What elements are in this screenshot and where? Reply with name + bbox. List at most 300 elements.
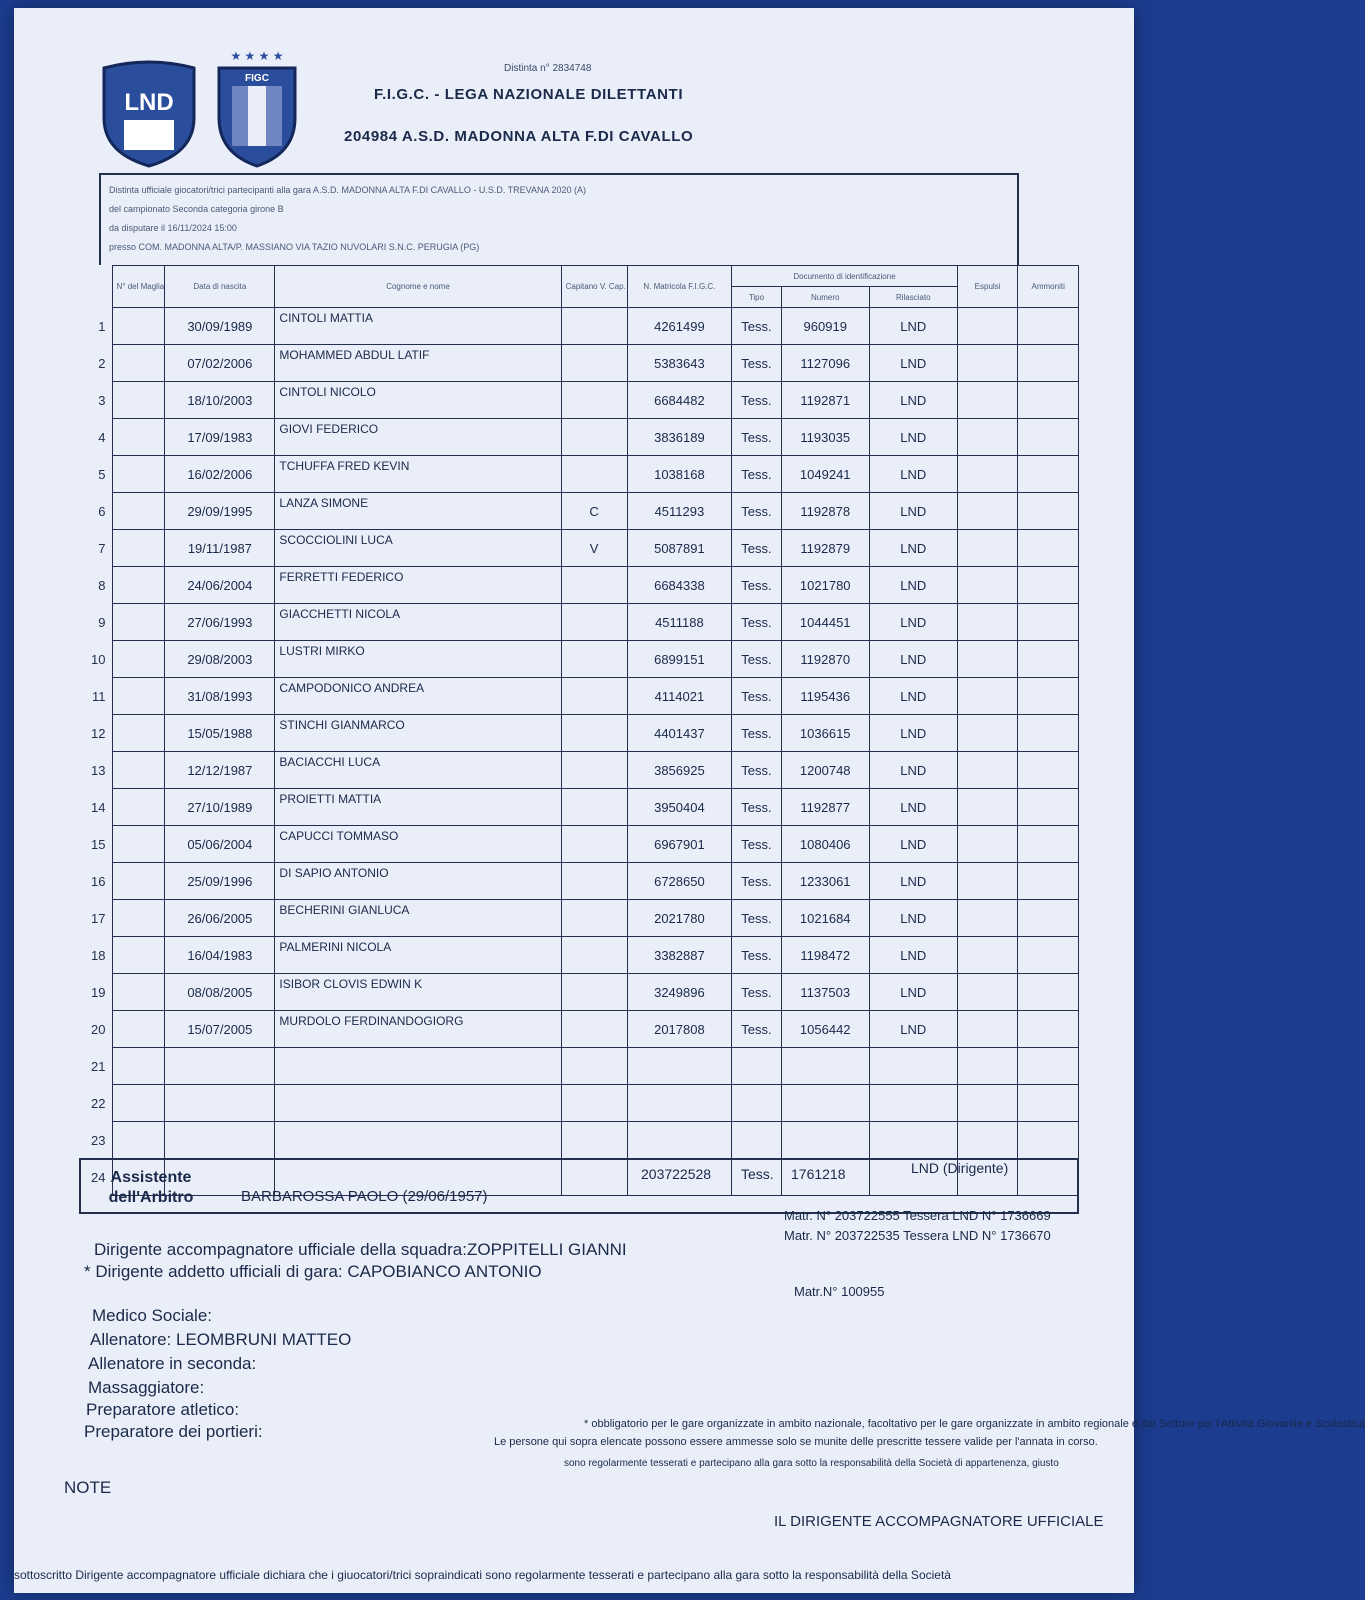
player-name-cell: PROIETTI MATTIA <box>275 789 561 826</box>
matricola-cell: 2017808 <box>627 1011 732 1048</box>
issuer-cell: LND <box>869 863 957 900</box>
issuer-cell: LND <box>869 900 957 937</box>
note-line: * obbligatorio per le gare organizzate in ambito nazionale, facoltativo per le gare organizzate in ambito regionale e dal Settore per l'Attività Giovanile e Scolastica <box>584 1418 1365 1430</box>
maglia-cell <box>112 382 165 419</box>
captain-cell <box>561 937 627 974</box>
player-name-cell <box>275 1122 561 1159</box>
player-name-cell: STINCHI GIANMARCO <box>275 715 561 752</box>
expelled-cell <box>957 1085 1018 1122</box>
issuer-cell: LND <box>869 308 957 345</box>
issuer-cell: LND <box>869 937 957 974</box>
doc-type-cell: Tess. <box>732 789 782 826</box>
issuer-cell: LND <box>869 604 957 641</box>
doc-type-cell: Tess. <box>732 382 782 419</box>
player-name-cell: ISIBOR CLOVIS EDWIN K <box>275 974 561 1011</box>
birthdate-cell: 30/09/1989 <box>165 308 275 345</box>
doc-number-cell: 960919 <box>781 308 869 345</box>
maglia-cell <box>112 937 165 974</box>
num-cell: 17 <box>91 910 106 926</box>
issuer-cell: LND <box>869 974 957 1011</box>
expelled-cell <box>957 715 1018 752</box>
matricola-note: Matr. N° 203722535 Tessera LND N° 1736670 <box>784 1228 1051 1243</box>
match-info-box <box>99 173 1019 265</box>
warned-cell <box>1018 715 1079 752</box>
warned-cell <box>1018 456 1079 493</box>
official-preparatore-portieri: Preparatore dei portieri: <box>84 1422 263 1441</box>
doc-type-cell: Tess. <box>732 419 782 456</box>
num-cell: 6 <box>98 503 106 519</box>
doc-number-cell: 1198472 <box>781 937 869 974</box>
player-name-cell <box>275 1085 561 1122</box>
match-info-line: Distinta ufficiale giocatori/trici partecipanti alla gara A.S.D. MADONNA ALTA F.DI CAVALLO - U.S.D. TREVANA 2020 (A) <box>109 185 587 195</box>
doc-type-cell: Tess. <box>732 345 782 382</box>
document-number: Distinta n° 2834748 <box>504 63 592 74</box>
captain-cell <box>561 419 627 456</box>
official-dirigente-gara: * Dirigente addetto ufficiali di gara: CAPOBIANCO ANTONIO <box>84 1262 542 1281</box>
match-info-line: da disputare il 16/11/2024 15:00 <box>109 223 237 233</box>
issuer-cell: LND <box>869 345 957 382</box>
table-row <box>79 456 1079 493</box>
expelled-cell <box>957 826 1018 863</box>
assistant-matricola: 203722528 <box>641 1166 712 1182</box>
expelled-cell <box>957 419 1018 456</box>
birthdate-cell: 26/06/2005 <box>165 900 275 937</box>
doc-type-cell: Tess. <box>732 308 782 345</box>
captain-cell <box>561 641 627 678</box>
table-row <box>79 604 1079 641</box>
captain-cell <box>561 900 627 937</box>
doc-type-cell: Tess. <box>732 863 782 900</box>
team-sheet <box>14 8 1365 1593</box>
header-documento: Documento di identificazione <box>732 266 958 287</box>
table-row <box>79 974 1079 1011</box>
maglia-cell <box>112 493 165 530</box>
doc-number-cell: 1036615 <box>781 715 869 752</box>
header-nome: Cognome e nome <box>275 266 561 308</box>
issuer-cell: LND <box>869 456 957 493</box>
birthdate-cell: 15/05/1988 <box>165 715 275 752</box>
birthdate-cell: 07/02/2006 <box>165 345 275 382</box>
num-cell: 8 <box>98 577 106 593</box>
player-name-cell: CINTOLI MATTIA <box>275 308 561 345</box>
doc-number-cell: 1192870 <box>781 641 869 678</box>
table-row <box>79 1048 1079 1085</box>
player-name-cell: FERRETTI FEDERICO <box>275 567 561 604</box>
lnd-shield-logo <box>99 58 199 168</box>
matricola-note: Matr.N° 100955 <box>794 1284 885 1299</box>
birthdate-cell: 18/10/2003 <box>165 382 275 419</box>
doc-number-cell: 1021780 <box>781 567 869 604</box>
header-maglia: N° del Maglia <box>112 266 165 308</box>
matricola-cell: 4261499 <box>627 308 732 345</box>
match-info-line: del campionato Seconda categoria girone B <box>109 204 284 214</box>
expelled-cell <box>957 308 1018 345</box>
captain-cell <box>561 974 627 1011</box>
expelled-cell <box>957 752 1018 789</box>
num-cell: 10 <box>91 651 106 667</box>
player-name-cell: CAMPODONICO ANDREA <box>275 678 561 715</box>
expelled-cell <box>957 604 1018 641</box>
official-dirigente-squadra: Dirigente accompagnatore ufficiale della squadra:ZOPPITELLI GIANNI <box>94 1240 627 1259</box>
issuer-cell: LND <box>869 641 957 678</box>
player-name-cell: LANZA SIMONE <box>275 493 561 530</box>
player-name-cell <box>275 1048 561 1085</box>
birthdate-cell: 17/09/1983 <box>165 419 275 456</box>
official-preparatore: Preparatore atletico: <box>86 1400 240 1419</box>
table-header-row <box>79 266 1079 287</box>
matricola-cell: 3249896 <box>627 974 732 1011</box>
expelled-cell <box>957 530 1018 567</box>
captain-cell <box>561 604 627 641</box>
doc-type-cell: Tess. <box>732 678 782 715</box>
birthdate-cell <box>165 1048 275 1085</box>
table-row <box>79 678 1079 715</box>
svg-text:★ ★ ★ ★: ★ ★ ★ ★ <box>230 49 284 63</box>
table-row <box>79 789 1079 826</box>
expelled-cell <box>957 456 1018 493</box>
doc-number-cell: 1056442 <box>781 1011 869 1048</box>
assistant-name: BARBAROSSA PAOLO (29/06/1957) <box>241 1188 488 1205</box>
header-ammoniti: Ammoniti <box>1018 266 1079 308</box>
notes-label: NOTE <box>64 1478 112 1497</box>
expelled-cell <box>957 345 1018 382</box>
doc-type-cell: Tess. <box>732 937 782 974</box>
warned-cell <box>1018 937 1079 974</box>
warned-cell <box>1018 789 1079 826</box>
birthdate-cell: 15/07/2005 <box>165 1011 275 1048</box>
birthdate-cell: 16/04/1983 <box>165 937 275 974</box>
warned-cell <box>1018 1085 1079 1122</box>
lnd-logo-text: LND <box>124 89 174 116</box>
captain-cell <box>561 1122 627 1159</box>
birthdate-cell: 27/06/1993 <box>165 604 275 641</box>
num-cell: 15 <box>91 836 106 852</box>
maglia-cell <box>112 419 165 456</box>
doc-number-cell: 1192871 <box>781 382 869 419</box>
match-info-line: presso COM. MADONNA ALTA/P. MASSIANO VIA TAZIO NUVOLARI S.N.C. PERUGIA (PG) <box>109 242 480 252</box>
referee-assistant-box <box>79 1158 1079 1214</box>
table-row <box>79 1011 1079 1048</box>
birthdate-cell: 29/08/2003 <box>165 641 275 678</box>
maglia-cell <box>112 789 165 826</box>
table-row <box>79 567 1079 604</box>
player-name-cell: MURDOLO FERDINANDOGIORG <box>275 1011 561 1048</box>
league-title: F.I.G.C. - LEGA NAZIONALE DILETTANTI <box>374 86 684 103</box>
maglia-cell <box>112 1085 165 1122</box>
matricola-note: Matr. N° 203722555 Tessera LND N° 1736669 <box>784 1208 1051 1223</box>
header-numero: Numero <box>781 287 869 308</box>
matricola-cell: 6684338 <box>627 567 732 604</box>
captain-cell <box>561 863 627 900</box>
warned-cell <box>1018 863 1079 900</box>
birthdate-cell: 27/10/1989 <box>165 789 275 826</box>
assistant-doc-type: Tess. <box>741 1166 774 1182</box>
issuer-cell: LND <box>869 382 957 419</box>
warned-cell <box>1018 308 1079 345</box>
doc-type-cell <box>732 1048 782 1085</box>
expelled-cell <box>957 1122 1018 1159</box>
doc-number-cell: 1127096 <box>781 345 869 382</box>
warned-cell <box>1018 604 1079 641</box>
issuer-cell: LND <box>869 752 957 789</box>
birthdate-cell: 16/02/2006 <box>165 456 275 493</box>
club-title: 204984 A.S.D. MADONNA ALTA F.DI CAVALLO <box>344 128 694 145</box>
header-spacer <box>79 266 112 287</box>
doc-type-cell: Tess. <box>732 1011 782 1048</box>
table-row <box>79 345 1079 382</box>
issuer-cell: LND <box>869 493 957 530</box>
birthdate-cell <box>165 1085 275 1122</box>
captain-cell <box>561 345 627 382</box>
matricola-cell <box>627 1122 732 1159</box>
num-cell: 4 <box>98 429 106 445</box>
assistant-label: Assistente dell'Arbitro <box>108 1169 194 1206</box>
birthdate-cell: 19/11/1987 <box>165 530 275 567</box>
issuer-cell <box>869 1085 957 1122</box>
official-massaggiatore: Massaggiatore: <box>88 1378 205 1397</box>
doc-number-cell: 1044451 <box>781 604 869 641</box>
matricola-cell: 4511188 <box>627 604 732 641</box>
table-row <box>79 1122 1079 1159</box>
player-name-cell: GIACCHETTI NICOLA <box>275 604 561 641</box>
table-row <box>79 937 1079 974</box>
issuer-cell: LND <box>869 419 957 456</box>
captain-cell: C <box>561 493 627 530</box>
doc-type-cell: Tess. <box>732 604 782 641</box>
matricola-cell: 4114021 <box>627 678 732 715</box>
player-name-cell: CINTOLI NICOLO <box>275 382 561 419</box>
matricola-cell: 3382887 <box>627 937 732 974</box>
doc-type-cell: Tess. <box>732 826 782 863</box>
table-row <box>79 419 1079 456</box>
captain-cell <box>561 826 627 863</box>
warned-cell <box>1018 826 1079 863</box>
warned-cell <box>1018 641 1079 678</box>
birthdate-cell: 12/12/1987 <box>165 752 275 789</box>
expelled-cell <box>957 382 1018 419</box>
captain-cell: V <box>561 530 627 567</box>
doc-number-cell: 1192879 <box>781 530 869 567</box>
doc-type-cell: Tess. <box>732 493 782 530</box>
captain-cell <box>561 1011 627 1048</box>
matricola-cell: 6967901 <box>627 826 732 863</box>
table-row <box>79 715 1079 752</box>
doc-type-cell: Tess. <box>732 715 782 752</box>
warned-cell <box>1018 567 1079 604</box>
doc-number-cell <box>781 1085 869 1122</box>
player-name-cell: CAPUCCI TOMMASO <box>275 826 561 863</box>
matricola-cell: 2021780 <box>627 900 732 937</box>
player-name-cell: BACIACCHI LUCA <box>275 752 561 789</box>
doc-number-cell: 1192878 <box>781 493 869 530</box>
num-cell: 14 <box>91 799 106 815</box>
maglia-cell <box>112 567 165 604</box>
birthdate-cell: 29/09/1995 <box>165 493 275 530</box>
captain-cell <box>561 752 627 789</box>
issuer-cell: LND <box>869 789 957 826</box>
doc-number-cell: 1200748 <box>781 752 869 789</box>
maglia-cell <box>112 752 165 789</box>
num-cell: 21 <box>91 1058 106 1074</box>
expelled-cell <box>957 900 1018 937</box>
player-name-cell: LUSTRI MIRKO <box>275 641 561 678</box>
table-row <box>79 382 1079 419</box>
official-medico: Medico Sociale: <box>92 1306 213 1325</box>
table-row <box>79 863 1079 900</box>
maglia-cell <box>112 715 165 752</box>
header-matricola: N. Matricola F.I.G.C. <box>627 266 732 308</box>
maglia-cell <box>112 974 165 1011</box>
maglia-cell <box>112 1048 165 1085</box>
captain-cell <box>561 456 627 493</box>
header-nascita: Data di nascita <box>165 266 275 308</box>
birthdate-cell: 25/09/1996 <box>165 863 275 900</box>
matricola-cell <box>627 1085 732 1122</box>
warned-cell <box>1018 419 1079 456</box>
doc-number-cell: 1193035 <box>781 419 869 456</box>
doc-type-cell: Tess. <box>732 567 782 604</box>
num-cell: 16 <box>91 873 106 889</box>
expelled-cell <box>957 937 1018 974</box>
doc-type-cell: Tess. <box>732 974 782 1011</box>
figc-shield-logo <box>214 48 300 168</box>
captain-cell <box>561 382 627 419</box>
birthdate-cell: 05/06/2004 <box>165 826 275 863</box>
note-line: Le persone qui sopra elencate possono essere ammesse solo se munite delle prescritte tessere valide per l'annata in corso. <box>494 1436 1098 1448</box>
issuer-cell: LND <box>869 567 957 604</box>
expelled-cell <box>957 678 1018 715</box>
table-row <box>79 826 1079 863</box>
expelled-cell <box>957 789 1018 826</box>
player-name-cell: BECHERINI GIANLUCA <box>275 900 561 937</box>
table-row <box>79 530 1079 567</box>
expelled-cell <box>957 493 1018 530</box>
warned-cell <box>1018 974 1079 1011</box>
num-cell: 19 <box>91 984 106 1000</box>
matricola-cell: 5087891 <box>627 530 732 567</box>
maglia-cell <box>112 345 165 382</box>
roster-body <box>79 308 1079 1196</box>
issuer-cell: LND <box>869 678 957 715</box>
maglia-cell <box>112 1011 165 1048</box>
captain-cell <box>561 678 627 715</box>
doc-type-cell: Tess. <box>732 641 782 678</box>
expelled-cell <box>957 974 1018 1011</box>
warned-cell <box>1018 900 1079 937</box>
num-cell: 2 <box>98 355 106 371</box>
num-cell: 9 <box>98 614 106 630</box>
matricola-cell: 3856925 <box>627 752 732 789</box>
num-cell: 11 <box>92 688 106 704</box>
captain-cell <box>561 308 627 345</box>
num-cell: 5 <box>98 466 106 482</box>
warned-cell <box>1018 1011 1079 1048</box>
doc-number-cell: 1233061 <box>781 863 869 900</box>
assistant-organization: LND (Dirigente) <box>911 1160 1009 1176</box>
maglia-cell <box>112 604 165 641</box>
doc-number-cell: 1080406 <box>781 826 869 863</box>
birthdate-cell: 24/06/2004 <box>165 567 275 604</box>
doc-number-cell: 1195436 <box>781 678 869 715</box>
issuer-cell <box>869 1048 957 1085</box>
matricola-cell: 4511293 <box>627 493 732 530</box>
doc-number-cell: 1049241 <box>781 456 869 493</box>
player-name-cell: GIOVI FEDERICO <box>275 419 561 456</box>
warned-cell <box>1018 678 1079 715</box>
matricola-cell: 6728650 <box>627 863 732 900</box>
header-espulsi: Espulsi <box>957 266 1018 308</box>
num-cell: 7 <box>98 540 106 556</box>
expelled-cell <box>957 863 1018 900</box>
maglia-cell <box>112 863 165 900</box>
warned-cell <box>1018 493 1079 530</box>
table-row <box>79 752 1079 789</box>
doc-number-cell: 1137503 <box>781 974 869 1011</box>
table-row <box>79 493 1079 530</box>
doc-type-cell: Tess. <box>732 530 782 567</box>
captain-cell <box>561 1048 627 1085</box>
table-row <box>79 641 1079 678</box>
matricola-cell: 3950404 <box>627 789 732 826</box>
issuer-cell: LND <box>869 1011 957 1048</box>
maglia-cell <box>112 900 165 937</box>
captain-cell <box>561 715 627 752</box>
table-row <box>79 1085 1079 1122</box>
doc-number-cell: 1192877 <box>781 789 869 826</box>
num-cell: 20 <box>91 1021 106 1037</box>
footer-declaration: sottoscritto Dirigente accompagnatore ufficiale dichiara che i giuocatori/trici sopraindicati sono regolarmente tesserati e partecipano alla gara sotto la responsabilità della Società <box>14 1568 951 1582</box>
captain-cell <box>561 789 627 826</box>
matricola-cell: 6899151 <box>627 641 732 678</box>
warned-cell <box>1018 530 1079 567</box>
matricola-cell: 4401437 <box>627 715 732 752</box>
maglia-cell <box>112 826 165 863</box>
note-line: sono regolarmente tesserati e partecipano alla gara sotto la responsabilità della Società di appartenenza, giusto <box>564 1458 1059 1469</box>
num-cell: 22 <box>91 1095 106 1111</box>
num-cell: 24 <box>91 1169 106 1185</box>
doc-type-cell <box>732 1122 782 1159</box>
num-cell: 13 <box>91 762 106 778</box>
expelled-cell <box>957 641 1018 678</box>
doc-type-cell <box>732 1085 782 1122</box>
issuer-cell <box>869 1122 957 1159</box>
official-allenatore-seconda: Allenatore in seconda: <box>88 1354 257 1373</box>
warned-cell <box>1018 752 1079 789</box>
doc-type-cell: Tess. <box>732 900 782 937</box>
captain-cell <box>561 1085 627 1122</box>
header-tipo: Tipo <box>732 287 782 308</box>
expelled-cell <box>957 1048 1018 1085</box>
num-cell: 3 <box>98 392 106 408</box>
issuer-cell: LND <box>869 530 957 567</box>
player-name-cell: DI SAPIO ANTONIO <box>275 863 561 900</box>
maglia-cell <box>112 641 165 678</box>
official-allenatore: Allenatore: LEOMBRUNI MATTEO <box>90 1330 352 1349</box>
birthdate-cell: 08/08/2005 <box>165 974 275 1011</box>
num-cell: 12 <box>91 725 106 741</box>
table-row <box>79 900 1079 937</box>
expelled-cell <box>957 567 1018 604</box>
matricola-cell <box>627 1048 732 1085</box>
issuer-cell: LND <box>869 715 957 752</box>
player-name-cell: TCHUFFA FRED KEVIN <box>275 456 561 493</box>
maglia-cell <box>112 530 165 567</box>
figc-logo-text: FIGC <box>245 73 269 84</box>
matricola-cell: 3836189 <box>627 419 732 456</box>
birthdate-cell <box>165 1122 275 1159</box>
doc-number-cell <box>781 1122 869 1159</box>
maglia-cell <box>112 678 165 715</box>
